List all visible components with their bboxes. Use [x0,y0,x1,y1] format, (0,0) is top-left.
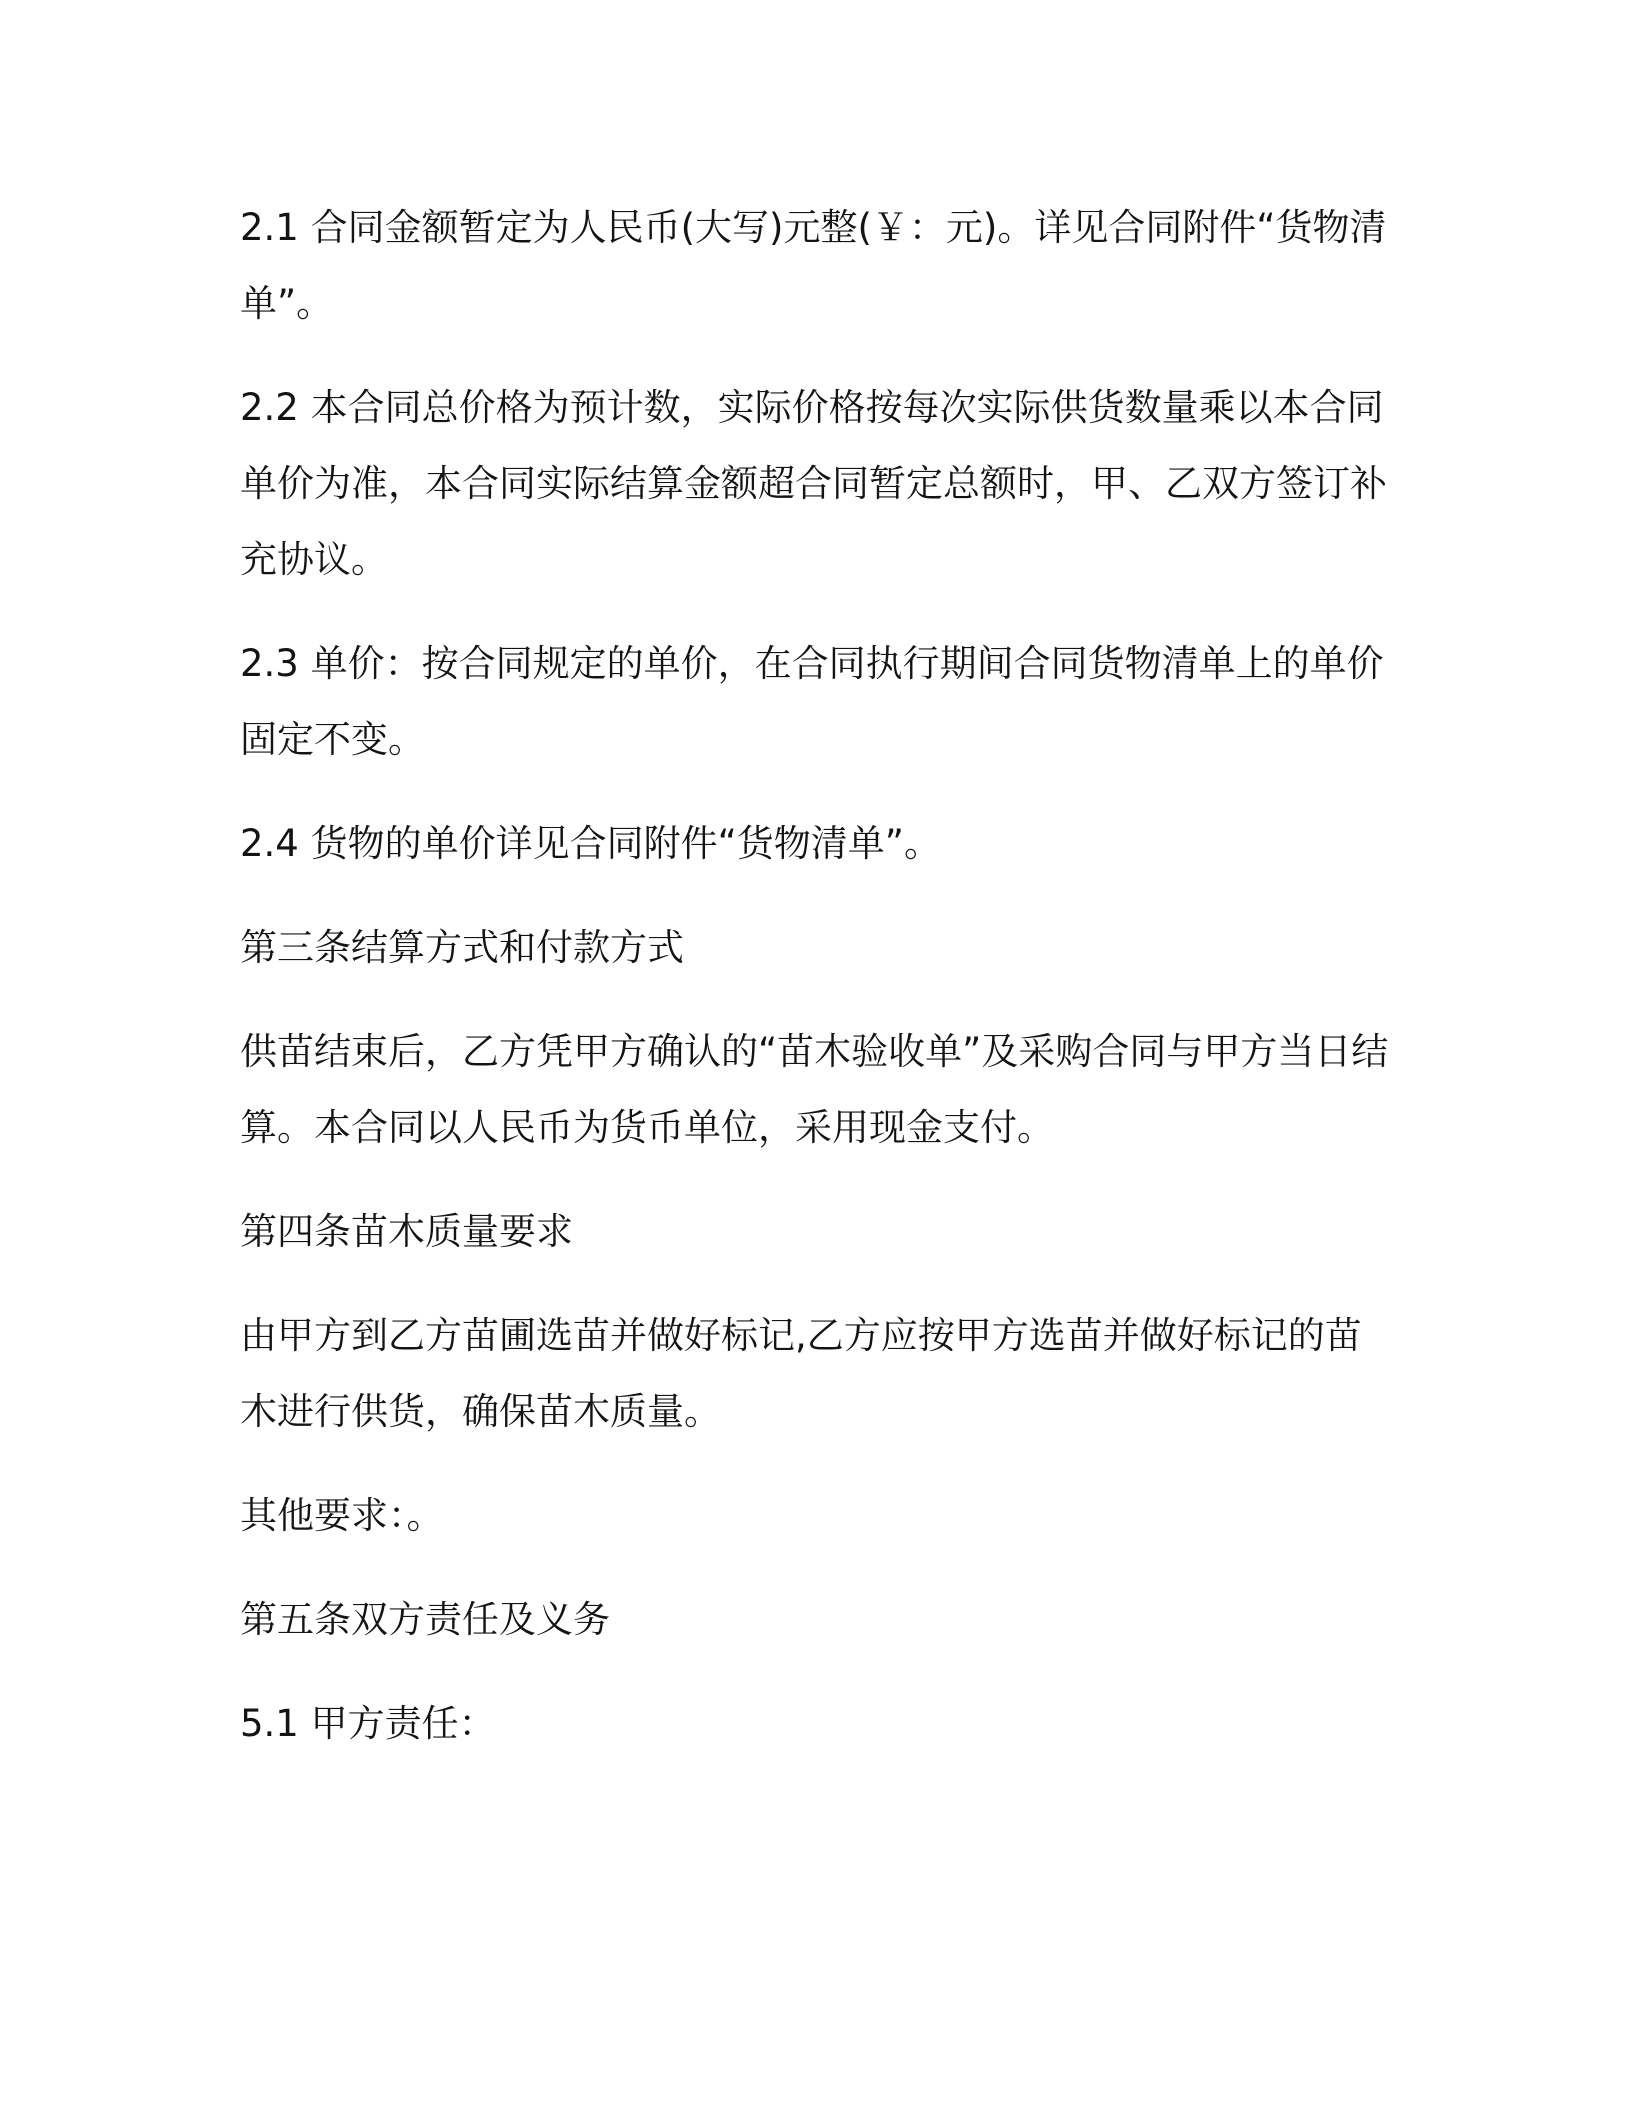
clause-2-4: 2.4 货物的单价详见合同附件“货物清单”。 [240,822,941,865]
article-4-heading: 第四条苗木质量要求 [240,1210,573,1253]
clause-2-2: 2.2 本合同总价格为预计数，实际价格按每次实际供货数量乘以本合同单价为准，本合同实际结算金额超合同暂定总额时，甲、乙双方签订补充协议。 [240,386,1387,581]
clause-2-1: 2.1 合同金额暂定为人民币(大写)元整(￥：元)。详见合同附件“货物清单”。 [240,206,1387,325]
clause-2-3: 2.3 单价：按合同规定的单价，在合同执行期间合同货物清单上的单价固定不变。 [240,642,1384,761]
other-requirements: 其他要求：。 [240,1494,444,1537]
article-4-body: 由甲方到乙方苗圃选苗并做好标记,乙方应按甲方选苗并做好标记的苗木进行供货，确保苗木质量。 [240,1314,1362,1433]
article-3-body: 供苗结束后，乙方凭甲方确认的“苗木验收单”及采购合同与甲方当日结算。本合同以人民币为货币单位，采用现金支付。 [240,1030,1389,1149]
article-3-heading: 第三条结算方式和付款方式 [240,926,684,969]
clause-5-1: 5.1 甲方责任： [240,1702,496,1745]
document-body [240,190,1390,1790]
article-5-heading: 第五条双方责任及义务 [240,1598,610,1641]
